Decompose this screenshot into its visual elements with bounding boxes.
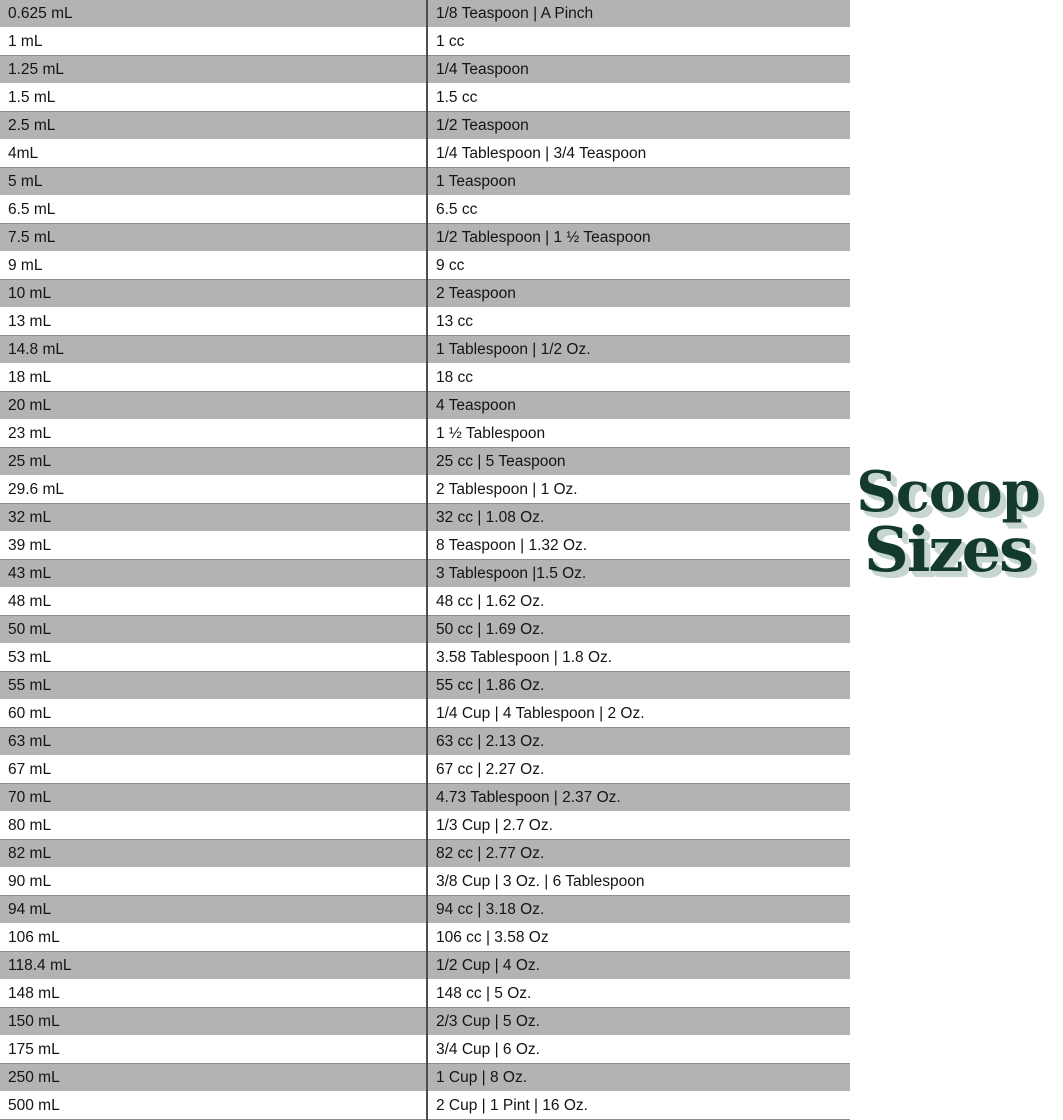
cell-volume-ml: 67 mL [0, 756, 427, 784]
cell-equivalent: 1/4 Tablespoon | 3/4 Teaspoon [427, 140, 850, 168]
table-row [0, 448, 850, 476]
table-row [0, 644, 850, 672]
table-row [0, 728, 850, 756]
cell-equivalent: 25 cc | 5 Teaspoon [427, 448, 850, 476]
cell-volume-ml: 1.5 mL [0, 84, 427, 112]
table-row [0, 224, 850, 252]
cell-volume-ml: 0.625 mL [0, 0, 427, 28]
cell-equivalent: 1/2 Cup | 4 Oz. [427, 952, 850, 980]
table-row [0, 308, 850, 336]
cell-equivalent: 3/4 Cup | 6 Oz. [427, 1036, 850, 1064]
table-row [0, 812, 850, 840]
table-row [0, 1064, 850, 1092]
cell-volume-ml: 1.25 mL [0, 56, 427, 84]
cell-equivalent: 1/2 Tablespoon | 1 ½ Teaspoon [427, 224, 850, 252]
cell-volume-ml: 500 mL [0, 1092, 427, 1120]
table-row [0, 0, 850, 28]
table-row [0, 588, 850, 616]
cell-equivalent: 1/2 Teaspoon [427, 112, 850, 140]
table-row [0, 1008, 850, 1036]
table-row [0, 28, 850, 56]
table-row [0, 560, 850, 588]
table-row [0, 476, 850, 504]
cell-volume-ml: 39 mL [0, 532, 427, 560]
table-row [0, 252, 850, 280]
cell-volume-ml: 23 mL [0, 420, 427, 448]
table-row [0, 1036, 850, 1064]
cell-equivalent: 1 cc [427, 28, 850, 56]
table-row [0, 924, 850, 952]
cell-equivalent: 3/8 Cup | 3 Oz. | 6 Tablespoon [427, 868, 850, 896]
cell-equivalent: 13 cc [427, 308, 850, 336]
table-row [0, 672, 850, 700]
table-row [0, 84, 850, 112]
table-row [0, 532, 850, 560]
cell-volume-ml: 20 mL [0, 392, 427, 420]
cell-volume-ml: 148 mL [0, 980, 427, 1008]
table-row [0, 420, 850, 448]
cell-volume-ml: 10 mL [0, 280, 427, 308]
table-row [0, 364, 850, 392]
cell-equivalent: 63 cc | 2.13 Oz. [427, 728, 850, 756]
cell-equivalent: 2/3 Cup | 5 Oz. [427, 1008, 850, 1036]
cell-volume-ml: 55 mL [0, 672, 427, 700]
cell-volume-ml: 63 mL [0, 728, 427, 756]
table-row [0, 392, 850, 420]
table-row [0, 140, 850, 168]
cell-equivalent: 1/4 Cup | 4 Tablespoon | 2 Oz. [427, 700, 850, 728]
cell-equivalent: 1.5 cc [427, 84, 850, 112]
cell-volume-ml: 60 mL [0, 700, 427, 728]
cell-volume-ml: 90 mL [0, 868, 427, 896]
cell-equivalent: 106 cc | 3.58 Oz [427, 924, 850, 952]
table-row [0, 756, 850, 784]
table-row [0, 952, 850, 980]
table-row [0, 616, 850, 644]
cell-volume-ml: 50 mL [0, 616, 427, 644]
cell-equivalent: 32 cc | 1.08 Oz. [427, 504, 850, 532]
cell-equivalent: 1/8 Teaspoon | A Pinch [427, 0, 850, 28]
cell-equivalent: 4 Teaspoon [427, 392, 850, 420]
page-title-line-1: Scoop [856, 459, 1040, 525]
table-row [0, 56, 850, 84]
cell-equivalent: 1 Tablespoon | 1/2 Oz. [427, 336, 850, 364]
table-row [0, 336, 850, 364]
table-row [0, 784, 850, 812]
table-row [0, 1092, 850, 1120]
table-row [0, 196, 850, 224]
cell-equivalent: 1 Cup | 8 Oz. [427, 1064, 850, 1092]
table-row [0, 700, 850, 728]
cell-equivalent: 2 Cup | 1 Pint | 16 Oz. [427, 1092, 850, 1120]
table-row [0, 980, 850, 1008]
cell-equivalent: 67 cc | 2.27 Oz. [427, 756, 850, 784]
cell-equivalent: 94 cc | 3.18 Oz. [427, 896, 850, 924]
cell-equivalent: 1 ½ Tablespoon [427, 420, 850, 448]
cell-equivalent: 4.73 Tablespoon | 2.37 Oz. [427, 784, 850, 812]
cell-equivalent: 3 Tablespoon |1.5 Oz. [427, 560, 850, 588]
cell-volume-ml: 5 mL [0, 168, 427, 196]
cell-equivalent: 148 cc | 5 Oz. [427, 980, 850, 1008]
cell-equivalent: 48 cc | 1.62 Oz. [427, 588, 850, 616]
cell-equivalent: 18 cc [427, 364, 850, 392]
cell-equivalent: 82 cc | 2.77 Oz. [427, 840, 850, 868]
cell-equivalent: 1/3 Cup | 2.7 Oz. [427, 812, 850, 840]
cell-volume-ml: 175 mL [0, 1036, 427, 1064]
cell-volume-ml: 9 mL [0, 252, 427, 280]
cell-volume-ml: 32 mL [0, 504, 427, 532]
page-title [848, 459, 1048, 587]
table-row [0, 840, 850, 868]
cell-volume-ml: 53 mL [0, 644, 427, 672]
table-row [0, 504, 850, 532]
cell-volume-ml: 43 mL [0, 560, 427, 588]
cell-volume-ml: 70 mL [0, 784, 427, 812]
cell-volume-ml: 2.5 mL [0, 112, 427, 140]
cell-equivalent: 3.58 Tablespoon | 1.8 Oz. [427, 644, 850, 672]
cell-equivalent: 50 cc | 1.69 Oz. [427, 616, 850, 644]
cell-volume-ml: 82 mL [0, 840, 427, 868]
cell-volume-ml: 80 mL [0, 812, 427, 840]
cell-equivalent: 2 Tablespoon | 1 Oz. [427, 476, 850, 504]
cell-volume-ml: 25 mL [0, 448, 427, 476]
page-title-line-2: Sizes [864, 513, 1032, 587]
cell-volume-ml: 13 mL [0, 308, 427, 336]
cell-volume-ml: 4mL [0, 140, 427, 168]
cell-volume-ml: 29.6 mL [0, 476, 427, 504]
table-row [0, 112, 850, 140]
cell-volume-ml: 18 mL [0, 364, 427, 392]
cell-equivalent: 2 Teaspoon [427, 280, 850, 308]
table-row [0, 868, 850, 896]
cell-equivalent: 1 Teaspoon [427, 168, 850, 196]
cell-volume-ml: 106 mL [0, 924, 427, 952]
cell-equivalent: 9 cc [427, 252, 850, 280]
cell-equivalent: 6.5 cc [427, 196, 850, 224]
table-row [0, 280, 850, 308]
cell-volume-ml: 48 mL [0, 588, 427, 616]
cell-volume-ml: 6.5 mL [0, 196, 427, 224]
cell-equivalent: 8 Teaspoon | 1.32 Oz. [427, 532, 850, 560]
cell-volume-ml: 1 mL [0, 28, 427, 56]
table-row [0, 168, 850, 196]
cell-volume-ml: 14.8 mL [0, 336, 427, 364]
cell-volume-ml: 150 mL [0, 1008, 427, 1036]
cell-volume-ml: 94 mL [0, 896, 427, 924]
cell-equivalent: 1/4 Teaspoon [427, 56, 850, 84]
table-row [0, 896, 850, 924]
cell-equivalent: 55 cc | 1.86 Oz. [427, 672, 850, 700]
cell-volume-ml: 7.5 mL [0, 224, 427, 252]
cell-volume-ml: 250 mL [0, 1064, 427, 1092]
cell-volume-ml: 118.4 mL [0, 952, 427, 980]
